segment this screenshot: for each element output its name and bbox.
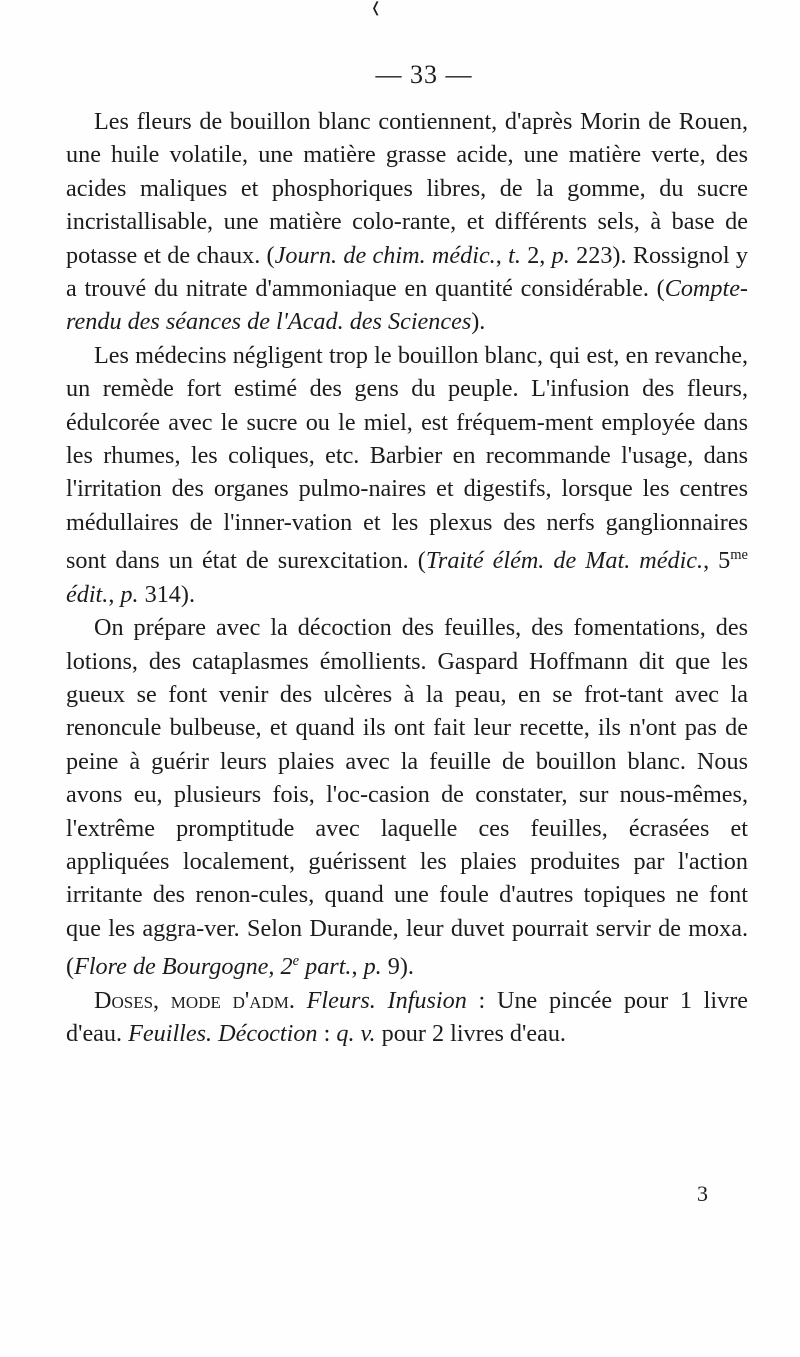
- text-run: Flore de Bourgogne, 2: [74, 953, 293, 981]
- text-run: ,: [351, 953, 364, 981]
- text-run: Fleurs. Infusion: [306, 986, 467, 1014]
- paragraph-4: [66, 984, 748, 1051]
- text-run: me: [730, 547, 748, 564]
- text-run: On prépare avec la décoction des feuilles, des fomentations, des lotions, des cataplasmes émollients. Gaspard Hoffmann dit que les gueux se font venir des ulcères à la peau, en se frot-tant avec la renoncule bulbeuse, et quand ils ont fait leur recette, ils n'ont pas de peine à guérir leurs plaies avec la feuille de bouillon blanc. Nous avons eu, plusieurs fois, l'oc-casion de constater, sur nous-mêmes, l'extrême promptitude avec laquelle ces feuilles, écrasées et appliquées localement, guérissent les plaies produites par l'action irritante des renon-cules, quand une foule d'autres topiques ne font que les aggra-ver. Selon Durande, leur duvet pourrait servir de moxa. (: [66, 614, 748, 981]
- text-run: ).: [471, 308, 486, 336]
- text-run: Doses, mode d'adm.: [94, 986, 295, 1014]
- text-run: p.: [120, 580, 139, 608]
- text-run: ,: [108, 580, 121, 608]
- text-run: , 5: [703, 547, 731, 575]
- paragraph-3: [66, 611, 748, 984]
- text-run: t.: [508, 241, 521, 269]
- text-run: p.: [363, 953, 382, 981]
- text-run: : Une pincée pour 1 livre d'eau.: [66, 986, 749, 1048]
- text-run: Compte-rendu des séances de l'Acad. des Sciences: [66, 275, 748, 336]
- text-run: p.: [551, 241, 570, 269]
- text-run: pour 2 livres d'eau.: [375, 1020, 566, 1048]
- text-run: 2,: [520, 241, 552, 269]
- text-run: 314).: [138, 580, 195, 608]
- top-mark: ❬: [370, 1, 382, 16]
- text-run: Les médecins négligent trop le bouillon blanc, qui est, en revanche, un remède fort estimé des gens du peuple. L'infusion des fleurs, édulcorée avec le sucre ou le miel, est fréquem-ment employée dans les rhumes, les coliques, etc. Barbier en recommande l'usage, dans l'irritation des organes pulmo-naires et digestifs, lorsque les centres médullaires de l'inner-vation et les plexus des nerfs ganglionnaires sont dans un état de surexcitation. (: [66, 341, 748, 575]
- signature-mark: 3: [697, 1181, 708, 1206]
- text-run: 223). Rossignol y a trouvé du nitrate d'ammoniaque en quantité considérable. (: [66, 241, 749, 303]
- text-run: Feuilles. Décoction: [128, 1020, 318, 1048]
- text-run: ,: [495, 241, 509, 269]
- paragraph-1: [66, 105, 748, 339]
- text-run: 9).: [381, 953, 414, 981]
- text-run: :: [317, 1020, 337, 1048]
- text-run: Journ. de chim. médic.: [274, 241, 496, 269]
- text-run: [295, 987, 307, 1014]
- text-run: part.: [299, 953, 352, 981]
- text-run: q. v.: [336, 1020, 376, 1048]
- text-run: Les fleurs de bouillon blanc contiennent, d'après Morin de Rouen, une huile volatile, une matière grasse acide, une matière verte, des acides maliques et phosphoriques libres, de la gomme, du sucre incristallisable, une matière colo-rante, et différents sels, à base de potasse et de chaux. (: [66, 108, 748, 269]
- text-run: e: [292, 953, 300, 970]
- body-text: [66, 105, 748, 1051]
- page-number: — 33 —: [375, 60, 473, 89]
- text-run: Traité élém. de Mat. médic.: [425, 547, 704, 575]
- paragraph-2: [66, 339, 748, 611]
- text-run: édit.: [66, 580, 109, 608]
